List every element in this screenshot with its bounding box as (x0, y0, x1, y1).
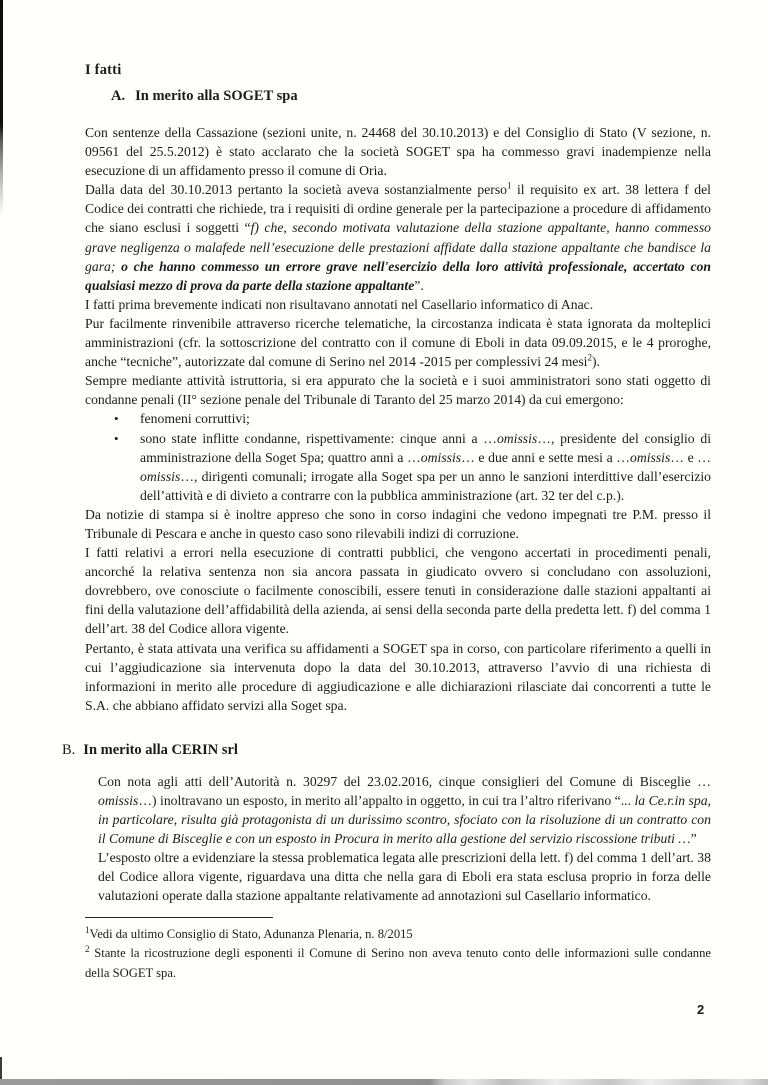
section-a-label: A. (111, 88, 126, 104)
paragraph-a4-run: Pur facilmente rinvenibile attraverso ricerche telematiche, la circostanza indicata è stata ignorata da molteplici amministrazioni (cfr. la sottoscrizione del contratto con il comune di Eboli in data 09.09.2015, e le 4 proroghe, anche “tecniche”, autorizzate dal comune di Serino nel 2014 -2015 per complessivi 24 mesi (85, 315, 711, 370)
list-item-run: …, presidente del consiglio di amministrazione della Soget Spa; quattro anni a … (140, 430, 711, 465)
paragraph-a4 (85, 314, 711, 371)
paragraph-b2: L’esposto oltre a evidenziare la stessa problematica legata alle prescrizioni della lett. f) del comma 1 dell’art. 38 del Codice allora vigente, riguardava una ditta che nella gara di Eboli era stata esclusa proprio in forza delle valutazioni operate dalla stazione appaltante relativamente ad annotazioni sul Casellario informatico. (98, 850, 711, 904)
omissis-italic: omissis (496, 430, 538, 446)
page-title: I fatti (85, 62, 122, 78)
footnote-ref-1: 1 (507, 180, 512, 191)
list-item (85, 409, 711, 428)
paragraph-a8: Pertanto, è stata attivata una verifica su affidamenti a SOGET spa in corso, con particolare riferimento a quelli in cui l’aggiudicazione sia intervenuta dopo la data del 30.10.2013, attraverso l’avvio di una richiesta di informazioni in merito alle procedure di aggiudicazione e alle dichiarazioni rilasciate dai concorrenti a tutte le S.A. che abbiano affidato servizi alla Soget spa. (85, 640, 711, 713)
footnote-1-marker: 1 (85, 924, 90, 935)
paragraph-a2 (85, 180, 711, 295)
paragraph-a2-run: il requisito ex art. 38 lettera f del Codice dei contratti che richiede, tra i requisiti di ordine generale per la partecipazione a procedure di affidamento che siano esclusi i soggetti “ (85, 182, 711, 236)
quoted-norm-italic: f) che, secondo motivata valutazione della stazione appaltante, hanno commesso grave negligenza o malafede nell’esecuzione delle prestazioni affidate dalla stazione appaltante che bandisce la gara; (85, 220, 711, 274)
paragraph-a2-run: ”. (414, 277, 424, 293)
footnote-2 (85, 944, 711, 983)
quoted-norm-bold-italic: o che hanno commesso un errore grave nell'esercizio della loro attività professionale, accertato con qualsiasi mezzo di prova da parte della stazione appaltante (85, 258, 711, 293)
omissis-italic: omissis (420, 449, 462, 465)
section-b-body (98, 772, 711, 906)
paragraph-b1-run: …) inoltravano un esposto, in merito all’appalto in oggetto, in cui tra l’altro riferivano “... (138, 793, 635, 808)
footnote-1 (85, 925, 711, 944)
paragraph-a6: Da notizie di stampa si è inoltre appreso che sono in corso indagini che vedono impegnati tre P.M. presso il Tribunale di Pescara e anche in questo caso sono rilevabili indizi di corruzione. (85, 506, 711, 541)
paragraph-a3: I fatti prima brevemente indicati non risultavano annotati nel Casellario informatico di Anac. (85, 296, 594, 312)
paragraph-b1 (98, 772, 711, 848)
quoted-exposto-italic: la Ce.r.in spa, in particolare, risulta già protagonista di un durissimo scontro, sfociato con la risoluzione di un contratto con il Comune di Bisceglie e con un esposto in Procura in merito alla gestione del servizio riscossione tributi … (98, 793, 711, 847)
list-item (85, 429, 711, 505)
paragraph-a7: I fatti relativi a errori nella esecuzione di contratti pubblici, che vengono accertati in procedimenti penali, ancorché la relativa sentenza non sia ancora passata in giudicato ovvero si concludano con assoluzioni, dovrebbero, ove conosciute o facilmente conoscibili, essere tenuti in considerazione dalle stazioni appaltanti ai fini della valutazione dell’affidabilità della azienda, ai sensi della seconda parte della predetta lett. f) del comma 1 dell’art. 38 del Codice allora vigente. (85, 545, 711, 637)
omissis-italic: omissis (629, 449, 671, 465)
footnote-2-text: Stante la ricostruzione degli esponenti il Comune di Serino non aveva tenuto conto delle informazioni sulle condanne della SOGET spa. (85, 946, 711, 980)
paragraph-a5: Sempre mediante attività istruttoria, si era appurato che la società e i suoi amministratori sono stati oggetto di condanne penali (II° sezione penale del Tribunale di Taranto del 25 marzo 2014) da cui emergono: (85, 373, 711, 408)
section-b-heading (62, 742, 711, 759)
bullet-icon: • (114, 411, 119, 427)
section-a-heading (111, 88, 711, 105)
bullet-icon: • (114, 430, 119, 446)
paragraph-a4-run: ). (591, 354, 600, 370)
footnote-1-text: Vedi da ultimo Consiglio di Stato, Adunanza Plenaria, n. 8/2015 (89, 927, 413, 941)
section-a-heading-text: In merito alla SOGET spa (135, 88, 298, 104)
list-item-run: … e due anni e sette mesi a … (461, 449, 630, 465)
footnotes-section (85, 917, 711, 983)
list-item-run: …, dirigenti comunali; irrogate alla Soget spa per un anno le sanzioni interdittive dall’esercizio dell’attività e di divieto a contrarre con la pubblica amministrazione (art. 32 ter del c.p.). (140, 468, 711, 503)
footnote-ref-2: 2 (587, 352, 592, 363)
omissis-italic: omissis (140, 468, 181, 484)
footnote-2-marker: 2 (85, 944, 90, 955)
page-number: 2 (697, 1002, 705, 1017)
paragraph-b1-run: ” (690, 831, 697, 847)
scan-artifact-bottom-strip (0, 1079, 768, 1085)
scan-artifact-left-edge (0, 0, 3, 215)
findings-list (85, 409, 711, 504)
omissis-italic: omissis (98, 793, 139, 808)
footnote-separator (85, 917, 273, 918)
document-content (62, 62, 711, 906)
paragraph-a2-run: Dalla data del 30.10.2013 pertanto la società aveva sostanzialmente perso (85, 182, 507, 198)
paragraph-b1-run: Con nota agli atti dell’Autorità n. 30297 del 23.02.2016, cinque consiglieri del Comune di Bisceglie … (98, 773, 711, 789)
section-b-label: B. (62, 741, 76, 758)
list-item-run: sono state inflitte condanne, rispettivamente: cinque anni a … (140, 430, 497, 446)
list-item-run: … e … (670, 449, 711, 465)
section-b-heading-text: In merito alla CERIN srl (83, 741, 238, 758)
paragraph-a1: Con sentenze della Cassazione (sezioni unite, n. 24468 del 30.10.2013) e del Consiglio di Stato (V sezione, n. 09561 del 25.5.2012) è stato acclarato che la società SOGET spa ha commesso gravi inadempienze nella esecuzione di un affidamento presso il comune di Oria. (85, 125, 711, 179)
list-item-text: fenomeni corruttivi; (140, 411, 250, 427)
